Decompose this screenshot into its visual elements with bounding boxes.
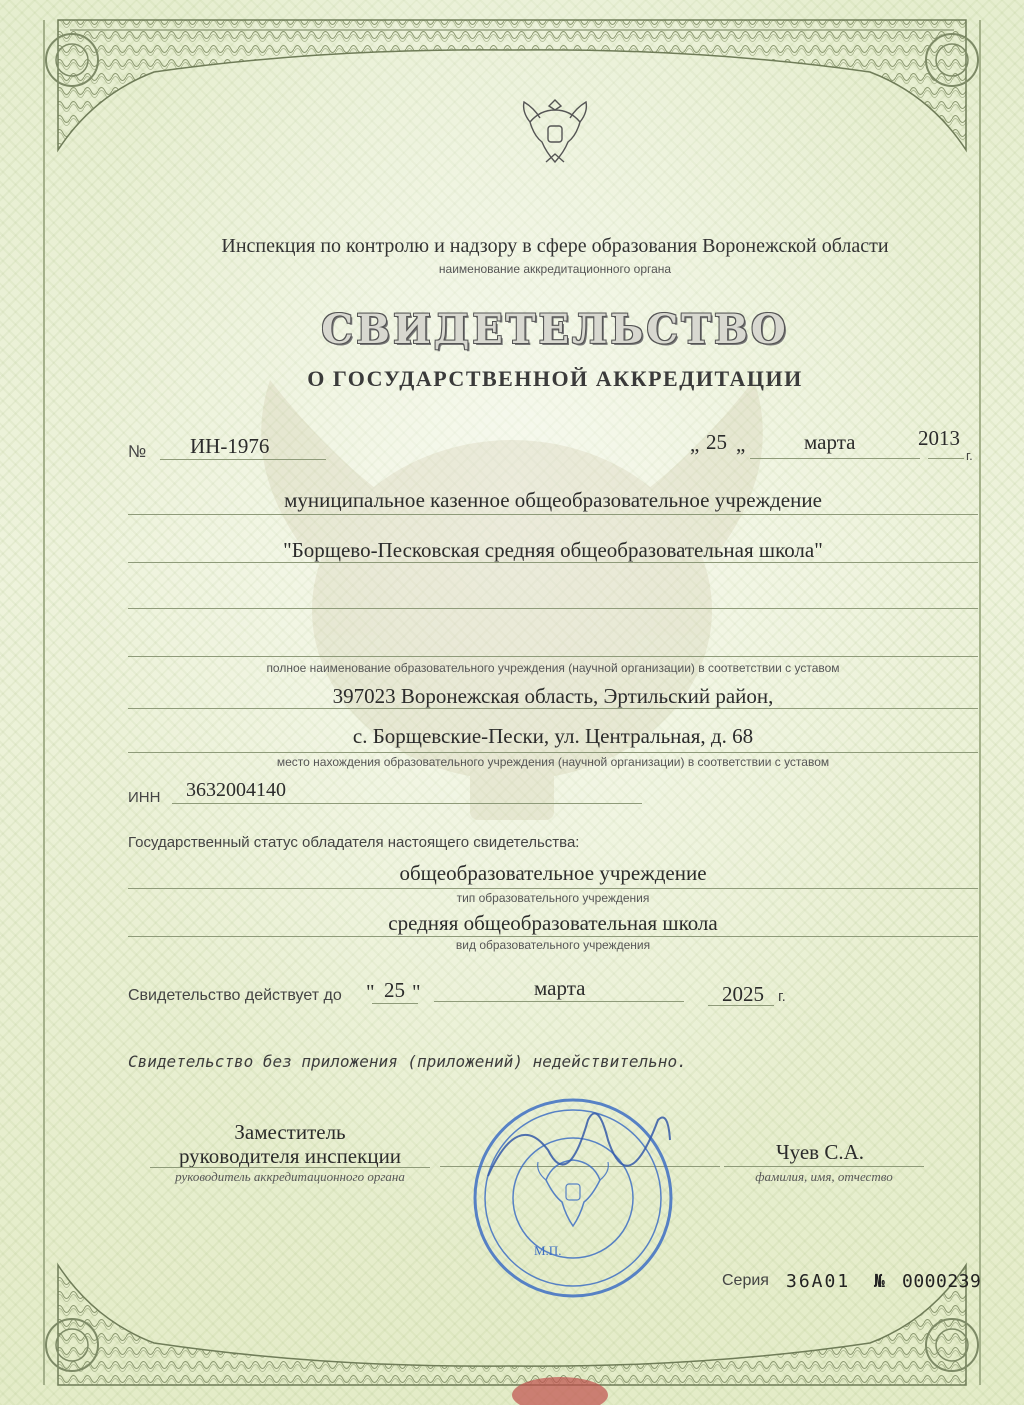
type-underline bbox=[128, 888, 978, 889]
institution-kind: средняя общеобразовательная школа bbox=[388, 911, 718, 935]
signer-position-underline bbox=[150, 1167, 430, 1168]
issue-year-suffix: г. bbox=[966, 448, 973, 463]
validity-warning: Свидетельство без приложения (приложений) недействительно. bbox=[128, 1052, 687, 1071]
inn-label: ИНН bbox=[128, 789, 161, 806]
issue-day-close-quote: „ bbox=[736, 432, 746, 456]
address-line-1: 397023 Воронежская область, Эртильский район, bbox=[332, 684, 774, 708]
signer-position-line-1: Заместитель bbox=[234, 1120, 346, 1144]
address-line-2: с. Борщевские-Пески, ул. Центральная, д. 68 bbox=[352, 724, 754, 748]
serial-number-label: № bbox=[874, 1271, 887, 1292]
issue-year: 2013 bbox=[918, 426, 960, 450]
address-underline-1 bbox=[128, 708, 978, 709]
serial-series: 36А01 bbox=[786, 1271, 851, 1292]
validity-year: 2025 bbox=[722, 982, 764, 1006]
validity-label: Свидетельство действует до bbox=[128, 987, 342, 1004]
issue-day: 25 bbox=[706, 430, 727, 454]
issue-day-open-quote: „ bbox=[690, 432, 700, 456]
issuer-caption: наименование аккредитационного органа bbox=[438, 262, 672, 276]
document-title: СВИДЕТЕЛЬСТВО bbox=[321, 306, 789, 353]
status-label: Государственный статус обладателя настоящего свидетельства: bbox=[128, 834, 580, 851]
signer-name: Чуев С.А. bbox=[775, 1140, 865, 1164]
institution-underline-1 bbox=[128, 514, 978, 515]
institution-underline-3 bbox=[128, 608, 978, 609]
signer-position-caption: руководитель аккредитационного органа bbox=[175, 1169, 405, 1184]
issuer-name: Инспекция по контролю и надзору в сфере образования Воронежской области bbox=[221, 235, 889, 257]
signer-position-line-2: руководителя инспекции bbox=[178, 1144, 402, 1168]
validity-open-quote: " bbox=[366, 980, 375, 1004]
kind-underline bbox=[128, 936, 978, 937]
document-subtitle: О ГОСУДАРСТВЕННОЙ АККРЕДИТАЦИИ bbox=[307, 366, 803, 391]
address-underline-2 bbox=[128, 752, 978, 753]
serial-label: Серия bbox=[722, 1272, 769, 1289]
institution-caption: полное наименование образовательного учреждения (научной организации) в соответствии с уставом bbox=[266, 661, 840, 675]
coat-of-arms-icon bbox=[516, 92, 594, 170]
validity-month: марта bbox=[534, 976, 586, 1000]
validity-day: 25 bbox=[384, 978, 405, 1002]
number-underline bbox=[160, 459, 326, 460]
official-stamp bbox=[458, 1080, 688, 1310]
institution-underline-4 bbox=[128, 656, 978, 657]
validity-month-underline bbox=[434, 1001, 684, 1002]
serial-number: 0000239 bbox=[902, 1271, 982, 1292]
issue-month: марта bbox=[804, 430, 856, 454]
signer-name-caption: фамилия, имя, отчество bbox=[755, 1169, 893, 1184]
kind-caption: вид образовательного учреждения bbox=[455, 938, 651, 952]
validity-year-underline bbox=[708, 1005, 774, 1006]
validity-day-underline bbox=[372, 1003, 418, 1004]
institution-line-1: муниципальное казенное общеобразовательное учреждение bbox=[284, 488, 822, 512]
institution-type: общеобразовательное учреждение bbox=[399, 861, 707, 885]
validity-year-suffix: г. bbox=[778, 988, 786, 1005]
number-label: № bbox=[128, 442, 147, 461]
issue-year-underline bbox=[928, 458, 964, 459]
institution-line-2: "Борщево-Песковская средняя общеобразовательная школа" bbox=[283, 538, 823, 562]
stamp-place-label: М.П. bbox=[534, 1243, 562, 1258]
type-caption: тип образовательного учреждения bbox=[456, 891, 650, 905]
institution-underline-2 bbox=[128, 562, 978, 563]
validity-close-quote: " bbox=[412, 980, 421, 1004]
inn-value: 3632004140 bbox=[186, 779, 286, 801]
inn-underline bbox=[172, 803, 642, 804]
signer-name-underline bbox=[724, 1166, 924, 1167]
certificate-number: ИН-1976 bbox=[190, 434, 270, 458]
issue-month-underline bbox=[750, 458, 920, 459]
address-caption: место нахождения образовательного учреждения (научной организации) в соответствии с уставом bbox=[276, 755, 830, 769]
